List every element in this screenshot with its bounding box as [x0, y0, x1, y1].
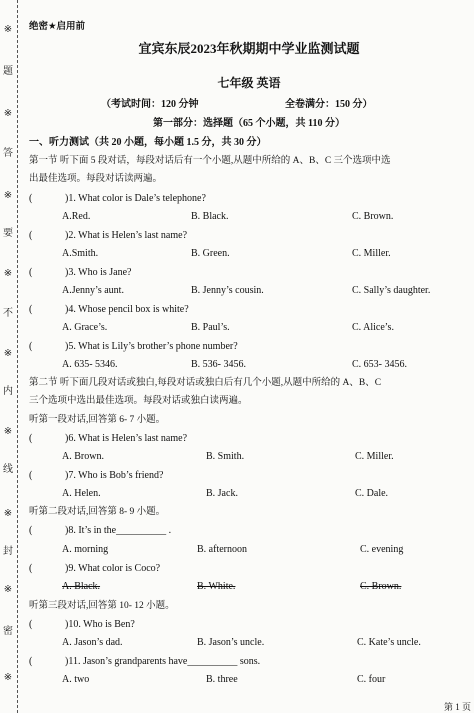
question-text: )5. What is Lily’s brother’s phone number? — [65, 341, 238, 352]
margin-mark: 封 — [3, 546, 13, 557]
option-a: A. Jason’s dad. — [62, 637, 123, 648]
answer-paren: ( — [29, 563, 33, 574]
page-number: 第 1 页 — [443, 702, 471, 712]
margin-mark: ※ — [3, 584, 13, 595]
option-b: B. 536- 3456. — [191, 359, 246, 370]
margin-mark: ※ — [3, 24, 13, 35]
question-text: )8. It’s in the__________ . — [65, 525, 172, 536]
question-text: )7. Who is Bob’s friend? — [65, 470, 164, 481]
group-instruction: 听第二段对话,回答第 8- 9 小题。 — [29, 507, 166, 517]
margin-mark: 答 — [3, 148, 13, 159]
option-a: A.Jenny’s aunt. — [62, 285, 124, 296]
group-instruction: 听第一段对话,回答第 6- 7 小题。 — [29, 415, 166, 425]
margin-mark: 题 — [3, 66, 13, 77]
margin-mark: ※ — [3, 508, 13, 519]
answer-paren: ( — [29, 470, 33, 481]
option-c: C. Alice’s. — [352, 322, 394, 333]
option-c: C. evening — [360, 544, 404, 555]
instructions-line: 第一节 听下面 5 段对话，每段对话后有一个小题,从题中所给的 A、B、C 三个选项中选 — [29, 156, 391, 166]
margin-mark: ※ — [3, 268, 13, 279]
option-a: A. Black. — [62, 581, 101, 592]
option-c: C. Brown. — [360, 581, 402, 592]
instructions-line: 第二节 听下面几段对话或独白,每段对话或独白后有几个小题,从题中所给的 A、B、C — [29, 378, 382, 388]
group-instruction: 听第三段对话,回答第 10- 12 小题。 — [29, 601, 175, 611]
question-text: )6. What is Helen’s last name? — [65, 433, 188, 444]
answer-paren: ( — [29, 341, 33, 352]
option-b: B. afternoon — [197, 544, 247, 555]
option-a: A. 635- 5346. — [62, 359, 118, 370]
answer-paren: ( — [29, 230, 33, 241]
answer-paren: ( — [29, 525, 33, 536]
question-text: )9. What color is Coco? — [65, 563, 161, 574]
option-b: B. three — [206, 674, 238, 685]
margin-mark: 密 — [3, 626, 13, 637]
margin-mark: ※ — [3, 108, 13, 119]
margin-mark: 内 — [3, 386, 13, 397]
option-c: C. Kate’s uncle. — [357, 637, 421, 648]
option-c: C. Brown. — [352, 211, 394, 222]
question-text: )4. Whose pencil box is white? — [65, 304, 189, 315]
option-c: C. Sally’s daughter. — [352, 285, 431, 296]
instructions-line: 三个选项中选出最佳选项。每段对话或独白读两遍。 — [29, 396, 248, 406]
question-text: )1. What color is Dale’s telephone? — [65, 193, 206, 204]
option-b: B. Black. — [191, 211, 229, 222]
margin-mark: 线 — [3, 464, 13, 475]
option-a: A. Brown. — [62, 451, 104, 462]
answer-paren: ( — [29, 619, 33, 630]
option-b: B. Jason’s uncle. — [197, 637, 265, 648]
option-a: A. two — [62, 674, 90, 685]
exam-title: 宜宾东辰2023年秋期期中学业监测试题 — [138, 41, 360, 56]
margin-mark: ※ — [3, 348, 13, 359]
exam-score: 全卷满分：150 分） — [285, 99, 373, 110]
option-a: A. Grace’s. — [62, 322, 108, 333]
option-a: A. Helen. — [62, 488, 101, 499]
option-b: B. Green. — [191, 248, 230, 259]
option-b: B. Jenny’s cousin. — [191, 285, 264, 296]
question-text: )11. Jason’s grandparents have__________ sons. — [65, 656, 261, 667]
answer-paren: ( — [29, 267, 33, 278]
option-b: B. Jack. — [206, 488, 238, 499]
exam-subtitle: 七年级 英语 — [217, 76, 281, 90]
instructions-line: 出最佳选项。每段对话读两遍。 — [29, 174, 163, 184]
part-heading: 第一部分：选择题（65 个小题，共 110 分） — [153, 118, 345, 129]
margin-mark: 不 — [3, 308, 13, 319]
option-c: C. Miller. — [355, 451, 394, 462]
margin-mark: ※ — [3, 672, 13, 683]
option-b: B. Paul’s. — [191, 322, 230, 333]
margin-mark: ※ — [3, 426, 13, 437]
exam-page — [27, 0, 471, 713]
option-c: C. Dale. — [355, 488, 389, 499]
binding-margin — [0, 0, 18, 713]
exam-time: （考试时间：120 分钟 — [101, 99, 199, 110]
option-c: C. 653- 3456. — [352, 359, 407, 370]
question-text: )3. Who is Jane? — [65, 267, 132, 278]
answer-paren: ( — [29, 433, 33, 444]
option-b: B. White. — [197, 581, 236, 592]
answer-paren: ( — [29, 193, 33, 204]
option-a: A.Red. — [62, 211, 91, 222]
answer-paren: ( — [29, 656, 33, 667]
margin-mark: ※ — [3, 190, 13, 201]
option-c: C. four — [357, 674, 386, 685]
margin-mark: 要 — [3, 228, 13, 239]
option-a: A. morning — [62, 544, 109, 555]
section-heading: 一、听力测试（共 20 小题，每小题 1.5 分，共 30 分） — [29, 137, 267, 148]
answer-paren: ( — [29, 304, 33, 315]
secret-label: 绝密★启用前 — [29, 21, 86, 32]
question-text: )10. Who is Ben? — [65, 619, 135, 630]
option-c: C. Miller. — [352, 248, 391, 259]
option-b: B. Smith. — [206, 451, 245, 462]
option-a: A.Smith. — [62, 248, 99, 259]
question-text: )2. What is Helen’s last name? — [65, 230, 188, 241]
